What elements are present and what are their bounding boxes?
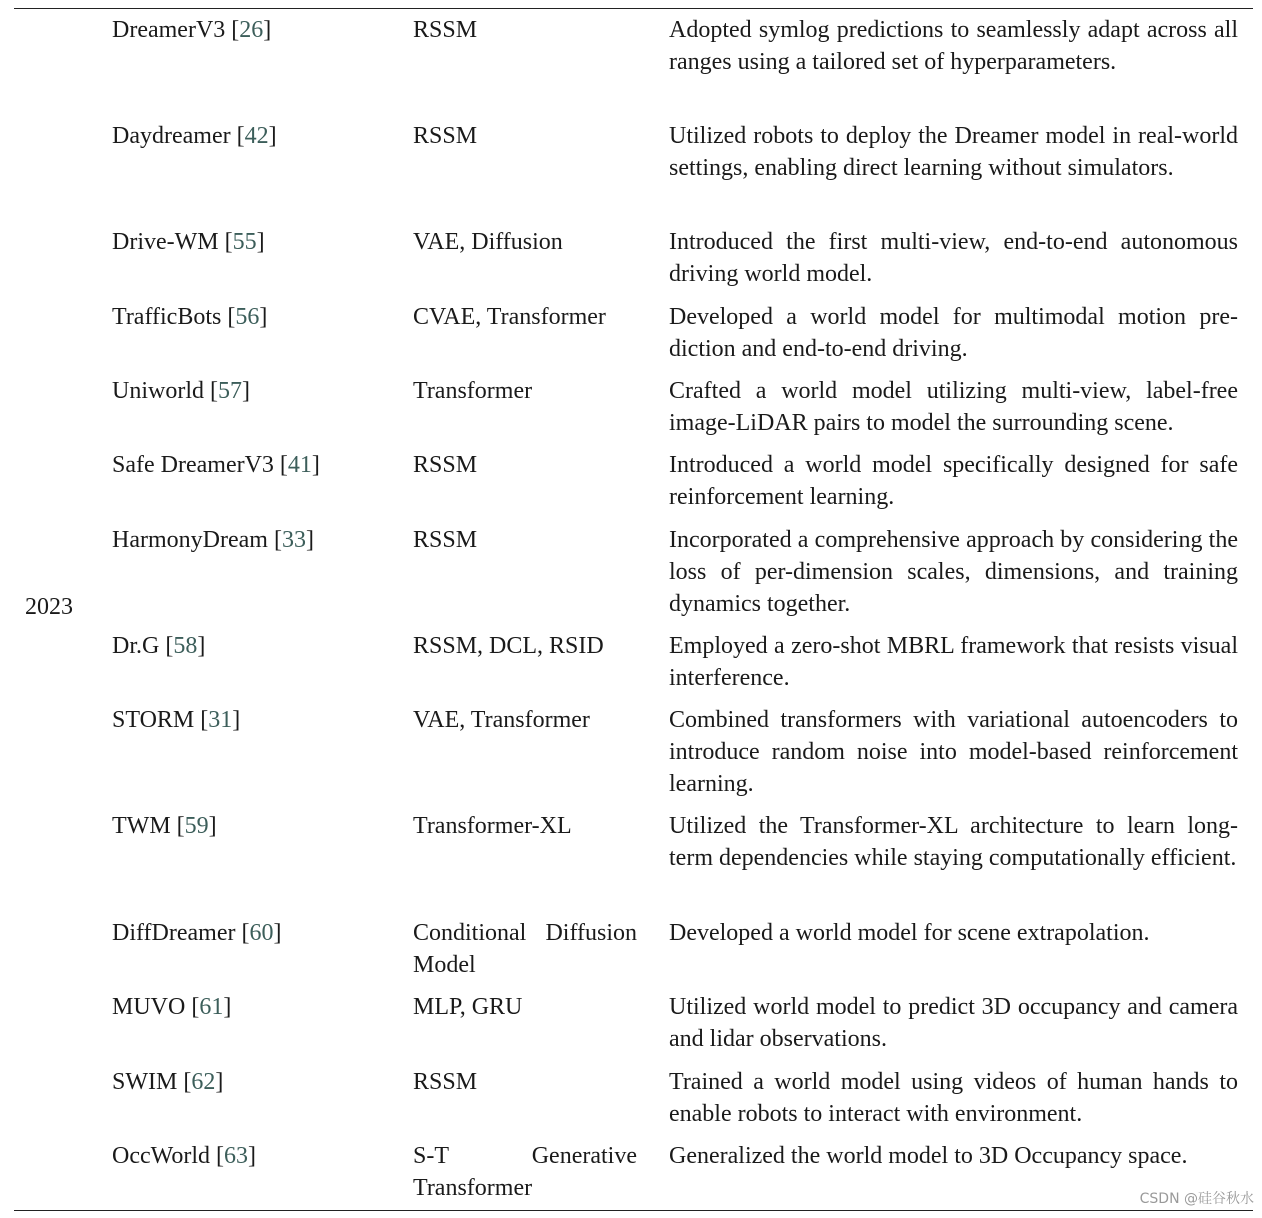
- year-cell: 2023: [25, 594, 73, 620]
- model-name-cell: MUVO [61]: [112, 994, 232, 1020]
- citation-link[interactable]: 56: [235, 304, 260, 330]
- description-cell: Developed a world model for scene extrapolation.: [669, 920, 1150, 946]
- model-name: TWM: [112, 813, 171, 839]
- description-cell: Utilized the Transformer-XL architecture to learn long-term dependencies while staying computationally efficient.: [669, 813, 1238, 871]
- table-bottom-rule: [14, 1210, 1253, 1211]
- citation-link[interactable]: 60: [249, 920, 274, 946]
- model-name: Drive-WM: [112, 229, 219, 255]
- description-cell: Employed a zero-shot MBRL framework that resists visual interference.: [669, 633, 1238, 691]
- architecture-cell: MLP, GRU: [413, 994, 523, 1020]
- model-name: SWIM: [112, 1069, 178, 1095]
- model-name-cell: SWIM [62]: [112, 1069, 224, 1095]
- citation-link[interactable]: 42: [244, 123, 269, 149]
- description-cell: Introduced a world model specifically designed for safe reinforcement learning.: [669, 452, 1238, 510]
- model-name-cell: Safe DreamerV3 [41]: [112, 452, 320, 478]
- model-name-cell: Drive-WM [55]: [112, 229, 265, 255]
- model-name-cell: TrafficBots [56]: [112, 304, 268, 330]
- architecture-cell: RSSM: [413, 17, 478, 43]
- model-name: STORM: [112, 707, 195, 733]
- model-name: TrafficBots: [112, 304, 222, 330]
- citation-link[interactable]: 33: [281, 527, 306, 553]
- architecture-cell: RSSM: [413, 123, 478, 149]
- model-name: OccWorld: [112, 1143, 211, 1169]
- citation-link[interactable]: 62: [191, 1069, 216, 1095]
- model-name-cell: DreamerV3 [26]: [112, 17, 272, 43]
- architecture-cell: RSSM: [413, 1069, 478, 1095]
- description-cell: Adopted symlog predictions to seamlessly adapt across all ranges using a tailored set of hyperparameters.: [669, 17, 1238, 75]
- model-name: Daydreamer: [112, 123, 231, 149]
- citation-link[interactable]: 55: [232, 229, 257, 255]
- description-cell: Generalized the world model to 3D Occupancy space.: [669, 1143, 1188, 1169]
- description-cell: Developed a world model for multimodal motion prediction and end-to-end driving.: [669, 304, 1238, 362]
- model-name: HarmonyDream: [112, 527, 268, 553]
- architecture-cell: RSSM, DCL, RSID: [413, 633, 604, 659]
- architecture-cell: S-T Generative Transformer: [413, 1143, 637, 1201]
- description-cell: Combined transformers with variational autoencoders to introduce random noise into model-based reinforcement learning.: [669, 707, 1238, 797]
- description-cell: Incorporated a comprehensive approach by considering the loss of per-dimension scales, dimensions, and training dynamics together.: [669, 527, 1238, 617]
- model-name-cell: HarmonyDream [33]: [112, 527, 314, 553]
- citation-link[interactable]: 31: [208, 707, 233, 733]
- description-cell: Trained a world model using videos of human hands to enable robots to interact with environment.: [669, 1069, 1238, 1127]
- model-name: Uniworld: [112, 378, 204, 404]
- architecture-cell: RSSM: [413, 527, 478, 553]
- citation-link[interactable]: 57: [218, 378, 242, 404]
- architecture-cell: VAE, Diffusion: [413, 229, 563, 255]
- table-top-rule: [14, 8, 1253, 9]
- description-cell: Introduced the first multi-view, end-to-end autonomous driving world model.: [669, 229, 1238, 287]
- model-name: DreamerV3: [112, 17, 226, 43]
- citation-link[interactable]: 61: [199, 994, 224, 1020]
- description-cell: Utilized world model to predict 3D occupancy and camera and lidar observations.: [669, 994, 1238, 1052]
- model-name-cell: STORM [31]: [112, 707, 241, 733]
- architecture-cell: VAE, Transformer: [413, 707, 590, 733]
- architecture-cell: Transformer-XL: [413, 813, 572, 839]
- model-name: Dr.G: [112, 633, 160, 659]
- citation-link[interactable]: 26: [239, 17, 264, 43]
- architecture-cell: Conditional Diffusion Model: [413, 920, 637, 978]
- model-name-cell: Uniworld [57]: [112, 378, 250, 404]
- model-name-cell: TWM [59]: [112, 813, 217, 839]
- description-cell: Utilized robots to deploy the Dreamer model in real-world settings, enabling direct learning without simulators.: [669, 123, 1238, 181]
- watermark: CSDN @硅谷秋水: [1139, 1191, 1254, 1207]
- architecture-cell: Transformer: [413, 378, 533, 404]
- model-name: DiffDreamer: [112, 920, 236, 946]
- model-name-cell: OccWorld [63]: [112, 1143, 257, 1169]
- architecture-cell: RSSM: [413, 452, 478, 478]
- citation-link[interactable]: 63: [224, 1143, 249, 1169]
- model-name: Safe DreamerV3: [112, 452, 274, 478]
- citation-link[interactable]: 59: [184, 813, 209, 839]
- architecture-cell: CVAE, Transformer: [413, 304, 606, 330]
- description-cell: Crafted a world model utilizing multi-view, label-free image-LiDAR pairs to model the surrounding scene.: [669, 378, 1238, 436]
- citation-link[interactable]: 41: [287, 452, 312, 478]
- model-name: MUVO: [112, 994, 186, 1020]
- model-name-cell: DiffDreamer [60]: [112, 920, 282, 946]
- citation-link[interactable]: 58: [173, 633, 198, 659]
- model-name-cell: Daydreamer [42]: [112, 123, 277, 149]
- model-name-cell: Dr.G [58]: [112, 633, 206, 659]
